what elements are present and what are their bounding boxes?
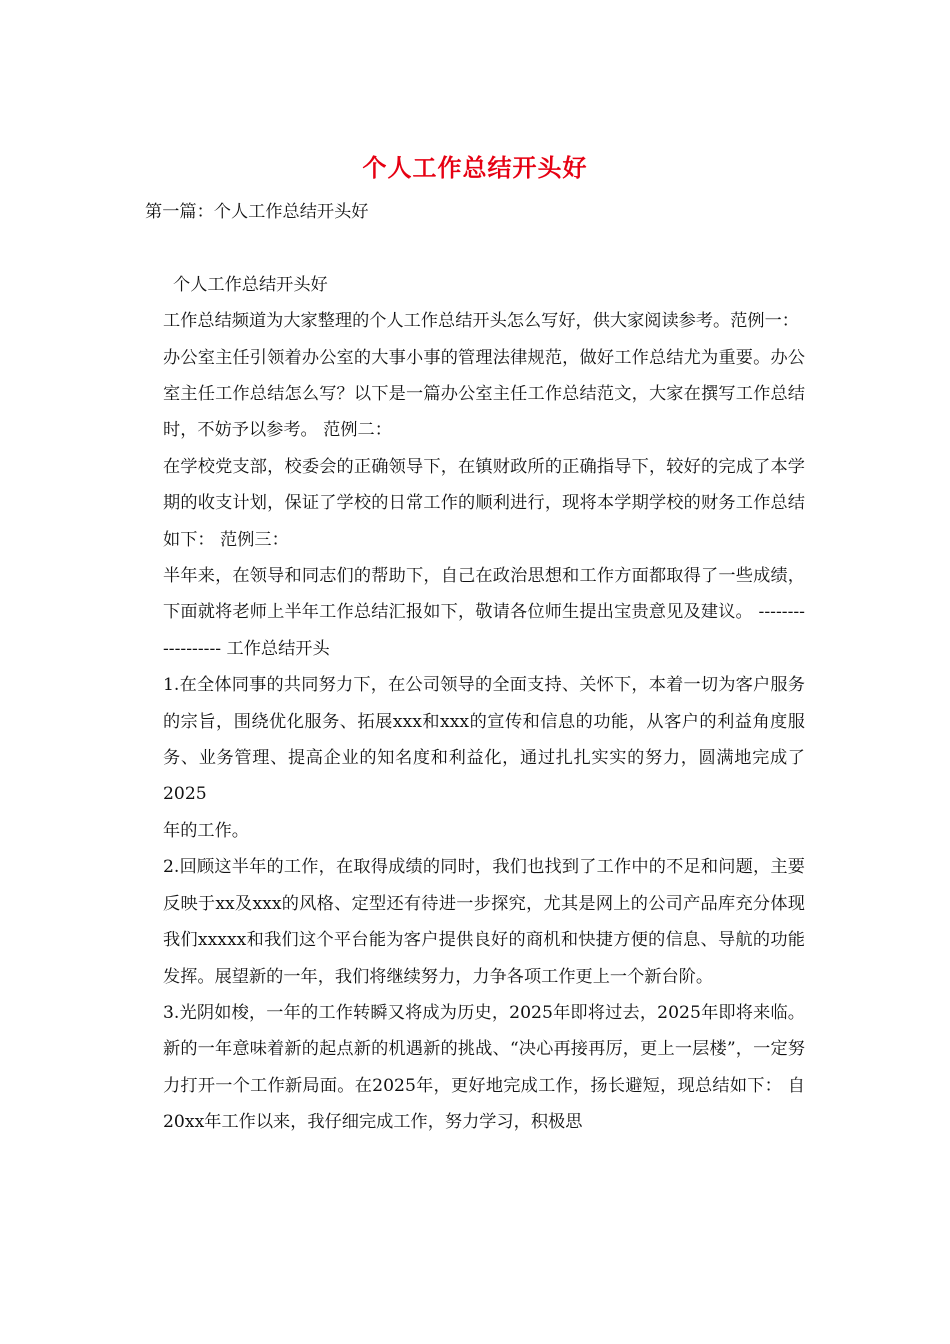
paragraph: 在学校党支部，校委会的正确领导下，在镇财政所的正确指导下，较好的完成了本学期的收支计划，保证了学校的日常工作的顺利进行，现将本学期学校的财务工作总结如下： 范例三： xyxy=(163,456,805,550)
document-title: 个人工作总结开头好 xyxy=(362,153,588,182)
paragraph: 1.在全体同事的共同努力下，在公司领导的全面支持、关怀下，本着一切为客户服务的宗旨，围绕优化服务、拓展xxx和xxx的宣传和信息的功能，从客户的利益角度服务、业务管理、提高企业的知名度和利益化，通过扎扎实实的努力，圆满地完成了2025 xyxy=(163,675,805,805)
document-body xyxy=(145,194,805,1141)
subheading: 个人工作总结开头好 xyxy=(173,274,328,295)
paragraph: 工作总结频道为大家整理的个人工作总结开头怎么写好，供大家阅读参考。范例一： xyxy=(163,311,799,332)
blank-line xyxy=(145,230,805,266)
section-heading: 第一篇：个人工作总结开头好 xyxy=(145,202,369,222)
paragraph: 办公室主任引领着办公室的大事小事的管理法律规范，做好工作总结尤为重要。办公室主任工作总结怎么写？以下是一篇办公室主任工作总结范文，大家在撰写工作总结时，不妨予以参考。 范例二： xyxy=(163,347,805,441)
paragraph: 2.回顾这半年的工作，在取得成绩的同时，我们也找到了工作中的不足和问题，主要反映于xx及xxx的风格、定型还有待进一步探究，尤其是网上的公司产品库充分体现我们xxxxx和我们这个平台能为客户提供良好的商机和快捷方便的信息、导航的功能发挥。展望新的一年，我们将继续努力，力争各项工作更上一个新台阶。 xyxy=(163,857,805,987)
paragraph: 3.光阴如梭，一年的工作转瞬又将成为历史，2025年即将过去，2025年即将来临。新的一年意味着新的起点新的机遇新的挑战、“决心再接再厉，更上一层楼”，一定努力打开一个工作新局面。在2025年，更好地完成工作，扬长避短，现总结如下： 自20xx年工作以来，我仔细完成工作，努力学习，积极思 xyxy=(163,1002,805,1133)
paragraph: 年的工作。 xyxy=(163,820,249,841)
paragraph: 半年来，在领导和同志们的帮助下，自己在政治思想和工作方面都取得了一些成绩，下面就将老师上半年工作总结汇报如下，敬请各位师生提出宝贵意见及建议。 ------------------ 工作总结开头 xyxy=(163,566,805,659)
